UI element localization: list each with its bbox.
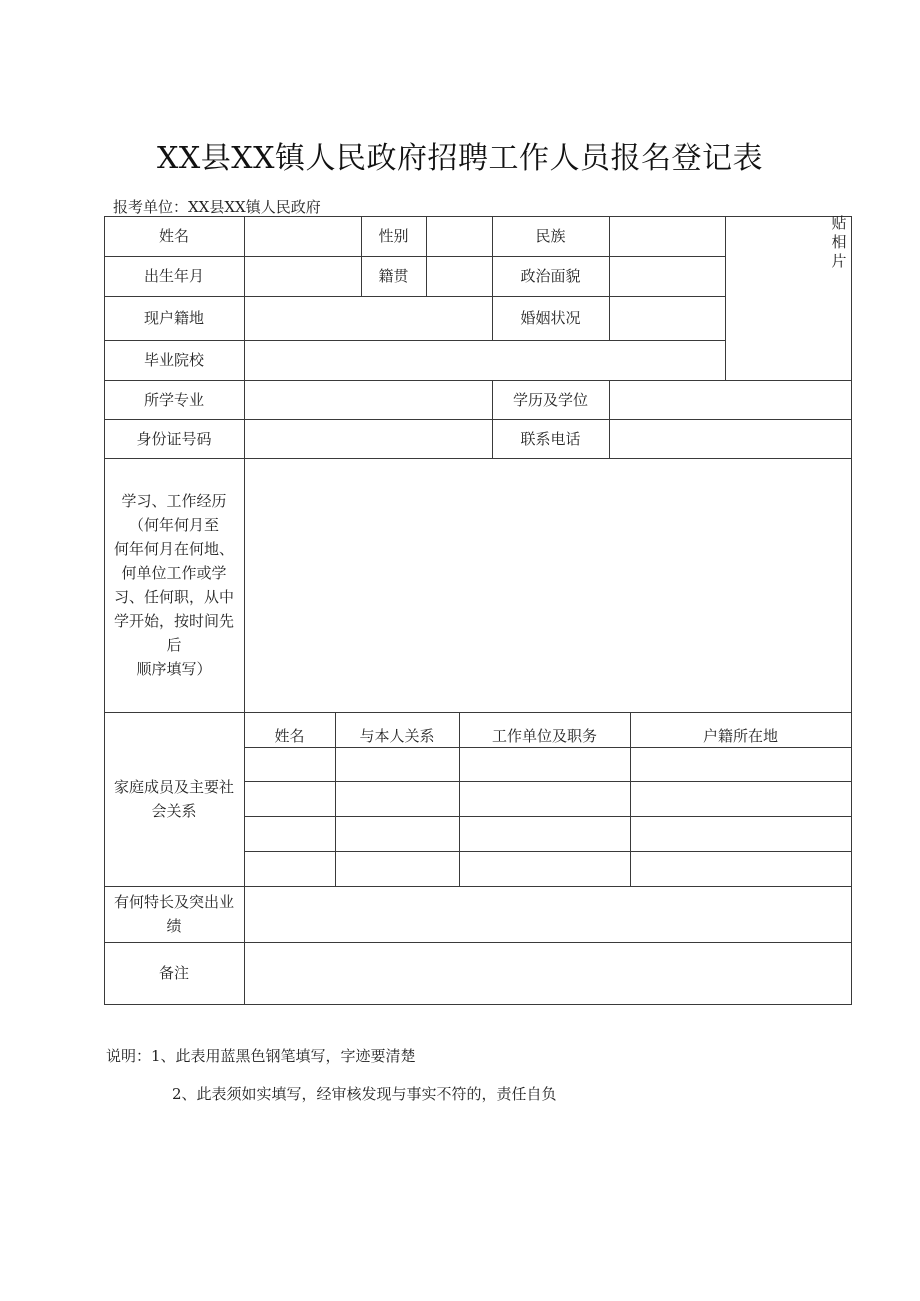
family-row-1-name[interactable] xyxy=(245,748,335,781)
label-birth: 出生年月 xyxy=(143,267,204,285)
form-title: XX县XX镇人民政府招聘工作人员报名登记表 xyxy=(157,141,763,176)
name-field[interactable] xyxy=(245,217,361,256)
remarks-field[interactable] xyxy=(245,943,851,1004)
family-row-3-name[interactable] xyxy=(245,817,335,851)
family-row-3-employer[interactable] xyxy=(460,817,630,851)
label-degree: 学历及学位 xyxy=(512,390,588,409)
label-political-status: 政治面貌 xyxy=(520,267,581,285)
table-border-right xyxy=(851,216,852,1005)
family-row-3-household[interactable] xyxy=(631,817,851,851)
school-field[interactable] xyxy=(245,341,725,380)
family-row-4-relation[interactable] xyxy=(336,852,459,886)
ethnicity-field[interactable] xyxy=(610,217,725,256)
native-place-field[interactable] xyxy=(427,257,492,296)
family-row-3-relation[interactable] xyxy=(336,817,459,851)
applying-unit: 报考单位：XX县XX镇人民政府 xyxy=(113,198,321,216)
phone-field[interactable] xyxy=(610,420,851,458)
family-row-2-name[interactable] xyxy=(245,782,335,816)
label-major: 所学专业 xyxy=(143,390,204,409)
label-ethnicity: 民族 xyxy=(535,227,566,245)
family-row-1-relation[interactable] xyxy=(336,748,459,781)
family-row-2-relation[interactable] xyxy=(336,782,459,816)
gender-field[interactable] xyxy=(427,217,492,256)
household-field[interactable] xyxy=(245,297,492,340)
label-native-place: 籍贯 xyxy=(378,267,409,285)
political-status-field[interactable] xyxy=(610,257,725,296)
family-row-1-household[interactable] xyxy=(631,748,851,781)
label-remarks: 备注 xyxy=(158,964,189,982)
label-gender: 性别 xyxy=(378,227,409,245)
degree-field[interactable] xyxy=(610,381,851,419)
family-header-employer: 工作单位及职务 xyxy=(491,727,597,745)
label-family: 家庭成员及主要社 会关系 xyxy=(113,778,234,820)
family-row-2-household[interactable] xyxy=(631,782,851,816)
note-line-2: 2、此表须如实填写，经审核发现与事实不符的，责任自负 xyxy=(172,1085,557,1103)
id-number-field[interactable] xyxy=(245,420,492,458)
specialties-field[interactable] xyxy=(245,887,851,942)
family-row-4-name[interactable] xyxy=(245,852,335,886)
label-specialties: 有何特长及突出业 绩 xyxy=(113,893,234,935)
marital-field[interactable] xyxy=(610,297,725,340)
table-border-bottom xyxy=(104,1004,852,1005)
note-line-1: 说明：1、此表用蓝黑色钢笔填写，字迹要清楚 xyxy=(106,1047,416,1065)
family-header-relation: 与本人关系 xyxy=(359,727,435,745)
label-phone: 联系电话 xyxy=(520,429,581,448)
label-id-number: 身份证号码 xyxy=(136,429,212,448)
family-row-4-household[interactable] xyxy=(631,852,851,886)
label-name: 姓名 xyxy=(158,227,189,245)
family-row-1-employer[interactable] xyxy=(460,748,630,781)
birth-field[interactable] xyxy=(245,257,361,296)
label-experience: 学习、工作经历 （何年何月至 何年何月在何地、 何单位工作或学 习、任何职，从中 学开始，按时间先 后 顺序填写） xyxy=(113,492,234,678)
family-row-4-employer[interactable] xyxy=(460,852,630,886)
family-header-household: 户籍所在地 xyxy=(702,727,778,745)
label-marital: 婚姻状况 xyxy=(520,309,581,327)
family-header-name: 姓名 xyxy=(274,727,305,745)
family-row-2-employer[interactable] xyxy=(460,782,630,816)
experience-field[interactable] xyxy=(245,459,851,712)
photo-label: 贴相片 xyxy=(831,214,847,270)
label-household: 现户籍地 xyxy=(143,309,204,327)
label-school: 毕业院校 xyxy=(143,351,204,369)
major-field[interactable] xyxy=(245,381,492,419)
